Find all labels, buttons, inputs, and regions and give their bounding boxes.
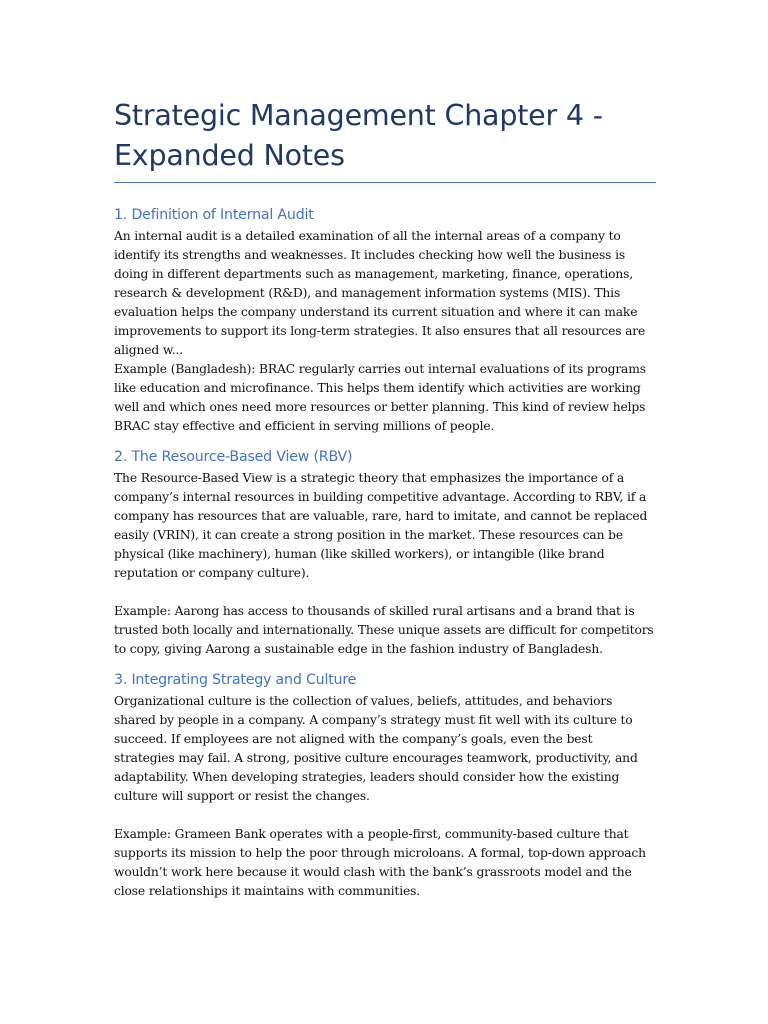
section-paragraph: Organizational culture is the collection of values, beliefs, attitudes, and behaviors shared by people in a company. A company’s strategy must fit well with its culture to succeed. If employees are not aligned with the company’s goals, even the best strategies may fail. A strong, positive culture encourages teamwork, productivity, and adaptability. When developing strategies, leaders should consider how the existing culture will support or resist the changes. (114, 694, 638, 803)
section-resource-based-view (114, 447, 656, 659)
section-example: Example (Bangladesh): BRAC regularly carries out internal evaluations of its programs like education and microfinance. This helps them identify which activities are working well and which ones need more resources or better planning. This kind of review helps BRAC stay effective and efficient in serving millions of people. (114, 362, 646, 433)
paragraph-spacer (114, 806, 656, 825)
section-heading: 1. Definition of Internal Audit (114, 207, 314, 223)
section-paragraph: The Resource-Based View is a strategic theory that emphasizes the importance of a company’s internal resources in building competitive advantage. According to RBV, if a company has resources that are valuable, rare, hard to imitate, and cannot be replaced easily (VRIN), it can create a strong position in the market. These resources can be physical (like machinery), human (like skilled workers), or intangible (like brand reputation or company culture). (114, 471, 648, 580)
section-example: Example: Aarong has access to thousands of skilled rural artisans and a brand that is trusted both locally and internationally. These unique assets are difficult for competitors to copy, giving Aarong a sustainable edge in the fashion industry of Bangladesh. (114, 604, 654, 656)
title-underline (114, 182, 656, 183)
section-example: Example: Grameen Bank operates with a people-first, community-based culture that supports its mission to help the poor through microloans. A formal, top-down approach wouldn’t work here because it would clash with the bank’s grassroots model and the close relationships it maintains with communities. (114, 827, 646, 898)
section-paragraph: An internal audit is a detailed examination of all the internal areas of a company to identify its strengths and weaknesses. It includes checking how well the business is doing in different departments such as management, marketing, finance, operations, research & development (R&D), and management information systems (MIS). This evaluation helps the company understand its current situation and where it can make improvements to support its long-term strategies. It also ensures that all resources are aligned w... (114, 229, 646, 357)
section-strategy-culture (114, 670, 656, 901)
section-heading: 2. The Resource-Based View (RBV) (114, 449, 353, 465)
paragraph-spacer (114, 583, 656, 602)
section-heading: 3. Integrating Strategy and Culture (114, 672, 357, 688)
section-internal-audit (114, 205, 656, 436)
document-title: Strategic Management Chapter 4 - Expanded Notes (114, 99, 603, 172)
document-page (114, 96, 656, 901)
